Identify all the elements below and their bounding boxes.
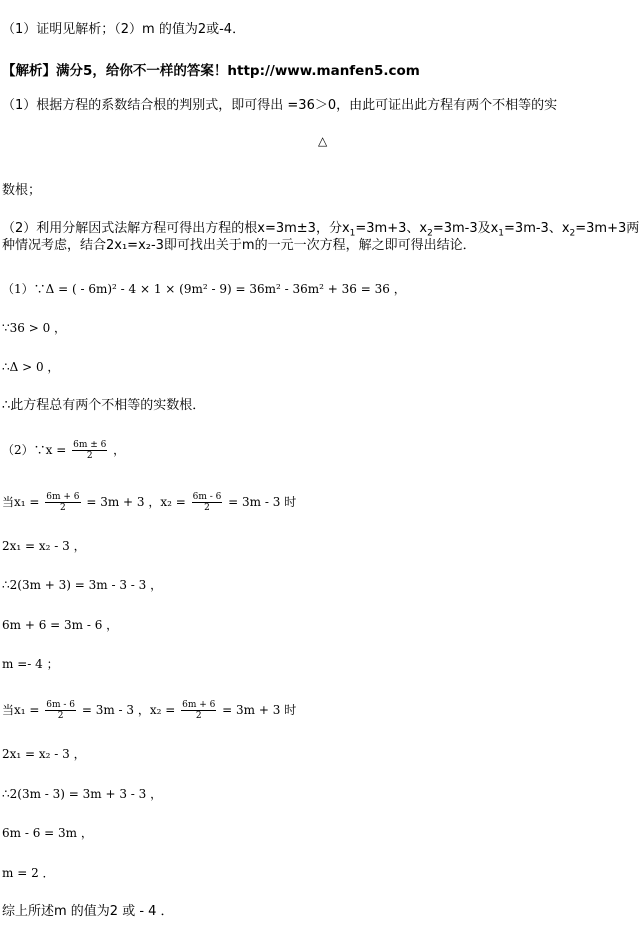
hint-2-e: =3m+3两 (575, 221, 639, 236)
hint-2-c: =3m-3及x (432, 221, 499, 236)
equation-6: ∴2(3m - 3) = 3m + 3 - 3 ， (2, 787, 163, 801)
case-1-end: = 3m - 3 时 (224, 495, 297, 509)
step-1: （1）∵Δ = ( - 6m)² - 4 × 1 × (9m² - 9) = 36m² - 36m² + 36 = 36 ， (2, 282, 406, 296)
hint-2: （2）利用分解因式法解方程可得出方程的根x=3m±3，分$x_1=3m+3$、$x_2=3m-3$及$x_1=3m-3$、$x_2=3m+3$两 (2, 221, 639, 239)
fraction-numerator: 6m - 6 (46, 700, 76, 710)
fraction-denominator: 2 (204, 503, 210, 513)
fraction-numerator: 6m ± 6 (73, 440, 107, 450)
case-2-mid: = 3m - 3 ，x₂ = (78, 703, 180, 717)
hint-2-a: （2）利用分解因式法解方程可得出方程的根x=3m±3，分x (2, 221, 350, 236)
equation-3: 6m + 6 = 3m - 6 ， (2, 618, 119, 632)
case-1-fraction-1 (45, 492, 80, 513)
fraction-denominator: 2 (57, 711, 64, 721)
case-1-fraction-2 (192, 492, 223, 513)
case-2 (2, 700, 296, 721)
fraction-numerator: 6m - 6 (192, 492, 222, 502)
case-2-fraction-2 (181, 700, 216, 721)
case-1 (2, 492, 296, 513)
hint-2-line2: 种情况考虑，结合2x₁=x₂-3即可找出关于m的一元一次方程，解之即可得出结论． (2, 238, 476, 253)
since-line: ∵36 > 0 ， (2, 321, 67, 335)
conclusion-1: ∴此方程总有两个不相等的实数根． (2, 398, 206, 413)
hint-1-end: 数根； (2, 183, 42, 198)
fraction-numerator: 6m + 6 (46, 492, 80, 502)
step-2-suffix: ， (109, 443, 126, 457)
fraction-numerator: 6m + 6 (182, 700, 216, 710)
equation-2: ∴2(3m + 3) = 3m - 3 - 3 ， (2, 578, 163, 592)
final-conclusion: 综上所述m 的值为2 或 - 4 ． (2, 904, 174, 919)
hint-1: （1）根据方程的系数结合根的判别式，即可得出 =36＞0，由此可证出此方程有两个不相等的实 (2, 98, 558, 113)
fraction-denominator: 2 (60, 503, 66, 513)
case-1-prefix: 当x₁ = (2, 495, 44, 509)
equation-4: m =- 4 ； (2, 657, 59, 671)
analysis-header: 【解析】满分5，给你不一样的答案！http://www.manfen5.com (2, 63, 420, 79)
equation-7: 6m - 6 = 3m ， (2, 826, 93, 840)
equation-5: 2x₁ = x₂ - 3 ， (2, 747, 86, 761)
equation-8: m = 2 ． (2, 866, 55, 880)
hint-2-d: =3m-3、x (504, 221, 570, 236)
fraction-x (72, 440, 107, 461)
step-2-prefix: （2）∵x = (2, 443, 71, 457)
case-2-prefix: 当x₁ = (2, 703, 44, 717)
delta-triangle-icon: △ (318, 134, 328, 148)
fraction-denominator: 2 (195, 711, 202, 721)
case-2-fraction-1 (45, 700, 76, 721)
step-2 (2, 440, 125, 461)
equation-1: 2x₁ = x₂ - 3 ， (2, 539, 86, 553)
answer-line: （1）证明见解析；（2）m 的值为2或-4． (2, 22, 246, 37)
therefore-line-1: ∴Δ > 0 ， (2, 360, 60, 374)
case-1-mid: = 3m + 3 ，x₂ = (82, 495, 190, 509)
case-2-end: = 3m + 3 时 (218, 703, 297, 717)
hint-2-b: =3m+3、x (355, 221, 428, 236)
fraction-denominator: 2 (86, 451, 93, 461)
